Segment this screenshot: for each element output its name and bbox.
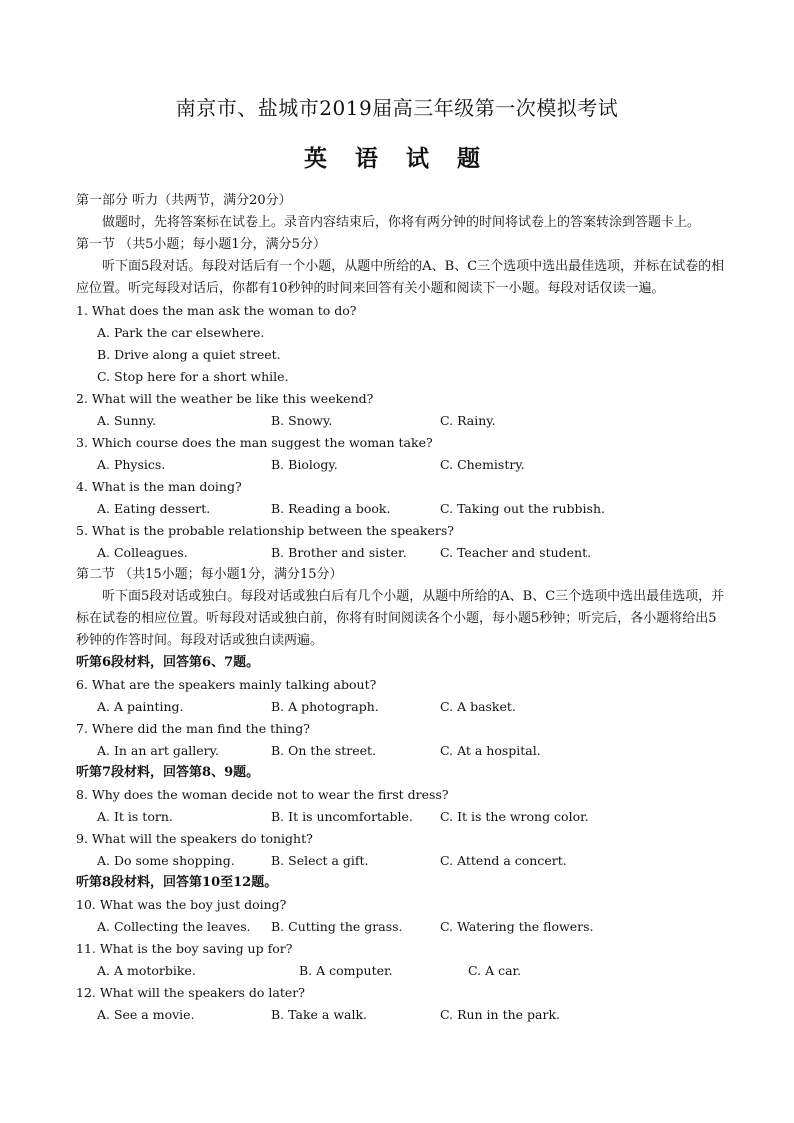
question-6-option-c: C. A basket.: [440, 699, 516, 714]
question-1-option-b: B. Drive along a quiet street.: [97, 347, 281, 362]
question-9-option-c: C. Attend a concert.: [440, 853, 567, 868]
question-1-option-c: C. Stop here for a short while.: [97, 369, 289, 384]
question-12-option-b: B. Take a walk.: [271, 1007, 368, 1022]
question-7-option-a: A. In an art gallery.: [97, 743, 220, 758]
group-6-heading: 听第6段材料，回答第6、7题。: [76, 655, 260, 670]
question-10-stem: 10. What was the boy just doing?: [76, 897, 287, 912]
question-2-options: [76, 410, 728, 432]
question-10-option-b: B. Cutting the grass.: [271, 919, 403, 934]
question-11-option-c: C. A car.: [468, 963, 522, 978]
question-9-options: [76, 850, 728, 872]
question-10-option-c: C. Watering the flowers.: [440, 919, 594, 934]
question-4-option-c: C. Taking out the rubbish.: [440, 501, 605, 516]
question-3-option-a: A. Physics.: [97, 457, 166, 472]
question-11-option-b: B. A computer.: [299, 963, 393, 978]
question-12-option-c: C. Run in the park.: [440, 1007, 560, 1022]
question-7-options: [76, 740, 728, 762]
section2-instruction: 听下面5段对话或独白。每段对话或独白后有几个小题，从题中所给的A、B、C三个选项中选出最佳选项，并标在试卷的相应位置。听每段对话或独白前，你将有时间阅读各个小题，每小题5秒钟；听完后，各小题将给出5秒钟的作答时间。每段对话或独白读两遍。: [76, 589, 725, 648]
question-2-stem: 2. What will the weather be like this weekend?: [76, 391, 374, 406]
group-8-heading: 听第8段材料，回答第10至12题。: [76, 875, 278, 890]
question-8-stem: 8. Why does the woman decide not to wear the first dress?: [76, 787, 449, 802]
question-5-options: [76, 542, 728, 564]
question-8-option-b: B. It is uncomfortable.: [271, 809, 413, 824]
exam-content: [76, 190, 728, 1026]
question-7-option-c: C. At a hospital.: [440, 743, 541, 758]
question-6-option-a: A. A painting.: [97, 699, 184, 714]
question-5-option-b: B. Brother and sister.: [271, 545, 407, 560]
question-3-option-c: C. Chemistry.: [440, 457, 525, 472]
question-2-option-c: C. Rainy.: [440, 413, 496, 428]
question-2-option-a: A. Sunny.: [97, 413, 157, 428]
question-12-stem: 12. What will the speakers do later?: [76, 985, 305, 1000]
question-5-stem: 5. What is the probable relationship between the speakers?: [76, 523, 454, 538]
question-8-options: [76, 806, 728, 828]
section1-instruction: 听下面5段对话。每段对话后有一个小题，从题中所给的A、B、C三个选项中选出最佳选项，并标在试卷的相应位置。听完每段对话后，你都有10秒钟的时间来回答有关小题和阅读下一小题。每段对话仅读一遍。: [76, 259, 725, 296]
question-1-option-a: A. Park the car elsewhere.: [97, 325, 265, 340]
question-4-option-a: A. Eating dessert.: [97, 501, 211, 516]
subject-title: 英 语 试 题: [303, 145, 491, 172]
question-12-options: [76, 1004, 728, 1026]
question-8-option-a: A. It is torn.: [97, 809, 173, 824]
question-11-options: [76, 960, 728, 982]
section1-heading: 第一节 （共5小题；每小题1分，满分5分）: [76, 237, 326, 252]
question-4-option-b: B. Reading a book.: [271, 501, 391, 516]
exam-title: 南京市、盐城市2019届高三年级第一次模拟考试: [175, 96, 619, 120]
question-3-options: [76, 454, 728, 476]
question-11-stem: 11. What is the boy saving up for?: [76, 941, 293, 956]
question-8-option-c: C. It is the wrong color.: [440, 809, 589, 824]
question-10-options: [76, 916, 728, 938]
question-9-option-b: B. Select a gift.: [271, 853, 369, 868]
question-4-options: [76, 498, 728, 520]
question-12-option-a: A. See a movie.: [97, 1007, 195, 1022]
question-3-option-b: B. Biology.: [271, 457, 338, 472]
question-6-options: [76, 696, 728, 718]
question-9-stem: 9. What will the speakers do tonight?: [76, 831, 313, 846]
group-7-heading: 听第7段材料，回答第8、9题。: [76, 765, 260, 780]
question-7-stem: 7. Where did the man find the thing?: [76, 721, 310, 736]
question-4-stem: 4. What is the man doing?: [76, 479, 242, 494]
question-2-option-b: B. Snowy.: [271, 413, 333, 428]
question-5-option-a: A. Colleagues.: [97, 545, 188, 560]
question-5-option-c: C. Teacher and student.: [440, 545, 592, 560]
question-3-stem: 3. Which course does the man suggest the woman take?: [76, 435, 433, 450]
question-6-option-b: B. A photograph.: [271, 699, 379, 714]
part1-heading: 第一部分 听力（共两节，满分20分）: [76, 193, 292, 208]
part1-instruction: 做题时，先将答案标在试卷上。录音内容结束后，你将有两分钟的时间将试卷上的答案转涂到答题卡上。: [102, 215, 701, 230]
question-10-option-a: A. Collecting the leaves.: [97, 919, 251, 934]
question-1-stem: 1. What does the man ask the woman to do?: [76, 303, 357, 318]
question-11-option-a: A. A motorbike.: [97, 963, 196, 978]
question-9-option-a: A. Do some shopping.: [97, 853, 235, 868]
question-6-stem: 6. What are the speakers mainly talking about?: [76, 677, 377, 692]
question-7-option-b: B. On the street.: [271, 743, 377, 758]
section2-heading: 第二节 （共15小题；每小题1分，满分15分）: [76, 567, 343, 582]
